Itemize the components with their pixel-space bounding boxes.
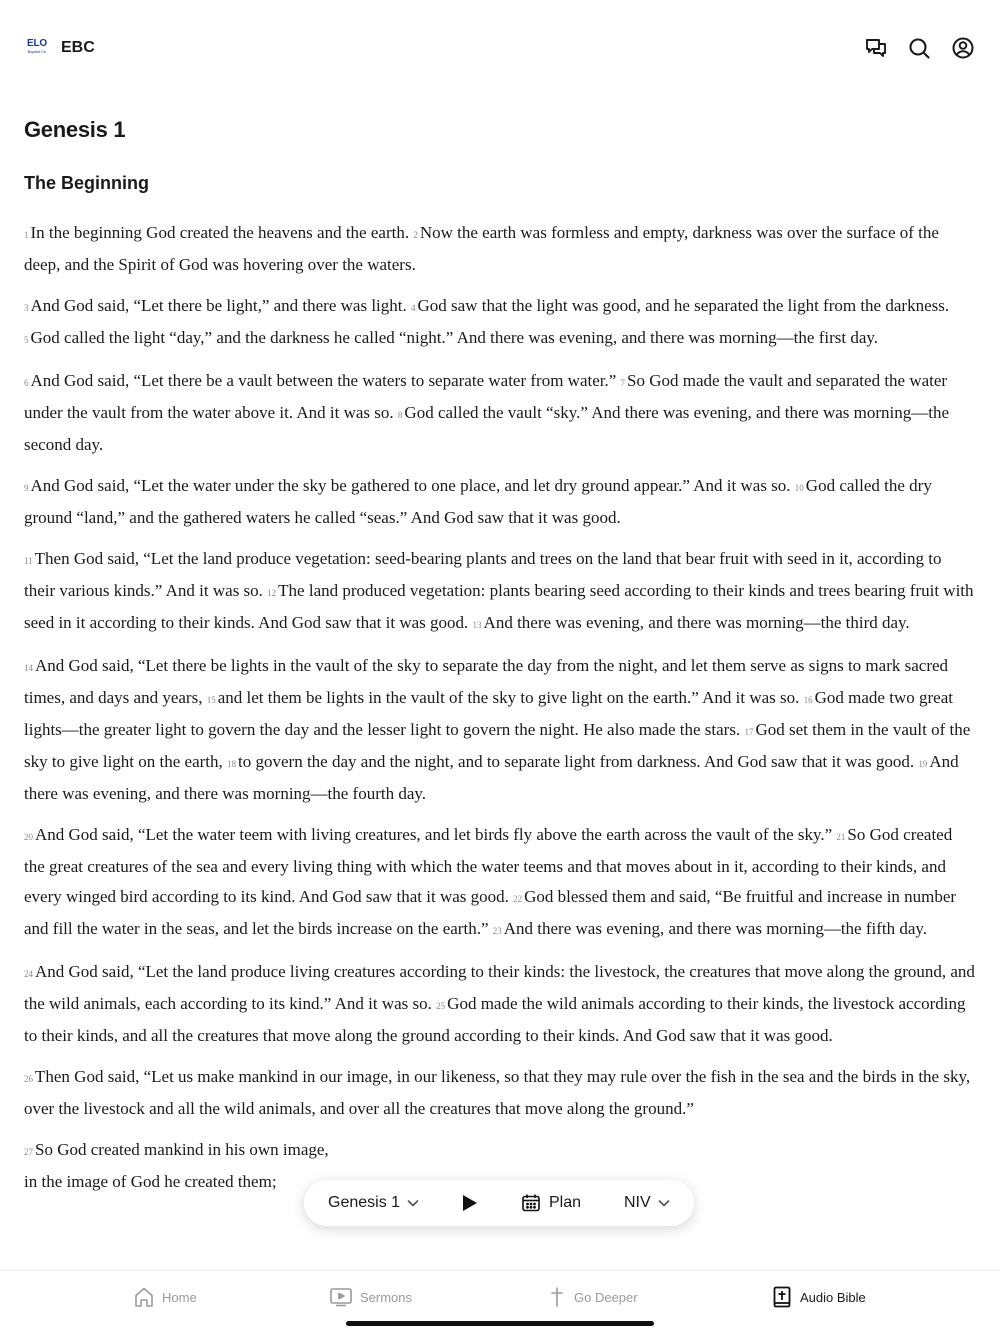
verse-number: 18 — [227, 759, 237, 769]
poetry-line — [24, 1135, 976, 1167]
verse-number: 22 — [513, 894, 523, 904]
reader-control-bar — [304, 1180, 694, 1226]
verse-text[interactable]: And God said, “Let the water under the sky be gathered to one place, and let dry ground appear.” And it was so. — [30, 476, 791, 495]
verse-number: 3 — [24, 303, 29, 313]
verse-number: 2 — [413, 230, 418, 240]
verse-text[interactable]: God set them in the vault of the sky to give light on the earth, — [24, 720, 971, 771]
verse-text[interactable]: And God said, “Let there be light,” and there was light. — [30, 296, 407, 315]
verse-number: 7 — [620, 378, 626, 388]
profile-icon[interactable] — [951, 36, 975, 60]
poetry-line[interactable]: in the image of God he created them; — [24, 1172, 277, 1191]
verse-number: 17 — [744, 727, 754, 737]
verse-text[interactable]: Then God said, “Let the land produce vegetation: seed-bearing plants and trees on the land that bear fruit with seed in it, according to their various kinds.” And it was so. — [24, 549, 942, 600]
play-button[interactable] — [462, 1180, 478, 1226]
verse-text[interactable]: to govern the day and the night, and to separate light from darkness. And God saw that it was good. — [238, 752, 915, 771]
verse-text[interactable]: So God created mankind in his own image, — [35, 1140, 329, 1159]
verse-text[interactable]: And there was evening, and there was morning—the fifth day. — [503, 919, 928, 938]
paragraph — [24, 1062, 976, 1124]
bible-reader[interactable] — [24, 110, 976, 1270]
verse-number: 20 — [24, 832, 33, 842]
search-icon[interactable] — [907, 36, 931, 60]
chapter-title: Genesis 1 — [24, 117, 126, 142]
tab-audio-bible[interactable] — [772, 1284, 866, 1310]
verse-text[interactable]: And God said, “Let there be lights in the vault of the sky to separate the day from the night, and let them serve as signs to mark sacred times, and days and years, — [24, 656, 949, 707]
paragraph — [24, 366, 976, 460]
verse-text[interactable]: And God said, “Let the land produce living creatures according to their kinds: the livestock, the creatures that move along the ground, and the wild animals, each according to its kind.” And it was so. — [24, 962, 975, 1013]
tab-label: Home — [162, 1289, 197, 1305]
verse-text[interactable]: God blessed them and said, “Be fruitful and increase in number and fill the water in the seas, and let the birds increase on the earth.” — [24, 887, 957, 938]
verse-number: 24 — [24, 969, 33, 979]
verse-number: 11 — [24, 556, 33, 566]
paragraph — [24, 651, 976, 809]
verse-text[interactable]: So God created the great creatures of the sea and every living thing with which the water teems and that moves about in it, according to their kinds, and every winged bird according to its kind. And God saw that it was good. — [24, 825, 953, 906]
verse-number: 8 — [397, 410, 403, 420]
tab-label: Audio Bible — [800, 1289, 866, 1305]
verse-number: 10 — [794, 483, 804, 493]
verse-number: 26 — [24, 1074, 33, 1084]
version-label: NIV — [624, 1194, 651, 1211]
verse-text[interactable]: God made the wild animals according to their kinds, the livestock according to their kinds, and all the creatures that move along the ground according to their kinds. And God saw that it was good. — [24, 994, 966, 1045]
verse-text[interactable]: God made two great lights—the greater light to govern the day and the lesser light to govern the night. He also made the stars. — [24, 688, 953, 739]
verse-number: 19 — [918, 759, 928, 769]
verse-number: 4 — [411, 303, 416, 313]
church-logo[interactable]: ELO Baptist Ch — [27, 38, 47, 54]
chapter-selector-label: Genesis 1 — [328, 1194, 401, 1211]
verse-number: 1 — [24, 230, 29, 240]
home-icon — [134, 1286, 154, 1308]
verse-text[interactable]: The land produced vegetation: plants bearing seed according to their kinds and trees bearing fruit with seed in it according to their kinds. And God saw that it was good. — [24, 581, 974, 632]
tab-sermons[interactable] — [330, 1284, 412, 1310]
paragraph — [24, 291, 976, 355]
paragraph — [24, 471, 976, 533]
verse-number: 14 — [24, 663, 33, 673]
verse-number: 15 — [206, 695, 216, 705]
tab-label: Go Deeper — [574, 1289, 638, 1305]
verse-number: 27 — [24, 1147, 33, 1157]
app-name: EBC — [61, 39, 95, 56]
video-screen-icon — [330, 1287, 352, 1307]
verse-text[interactable]: God called the vault “sky.” And there was evening, and there was morning—the second day. — [24, 403, 950, 454]
play-icon — [462, 1194, 478, 1212]
verse-number: 21 — [836, 832, 846, 842]
cross-icon — [548, 1286, 566, 1308]
bible-icon — [772, 1286, 792, 1308]
verse-text[interactable]: God called the light “day,” and the darkness he called “night.” And there was evening, and there was morning—the first day. — [30, 328, 879, 347]
paragraph — [24, 544, 976, 640]
app-header — [0, 0, 1000, 96]
verse-number: 12 — [267, 588, 277, 598]
verse-text[interactable]: And God said, “Let there be a vault between the waters to separate water from water.” — [30, 371, 617, 390]
verse-number: 13 — [472, 620, 482, 630]
passage-text — [24, 218, 976, 1197]
paragraph — [24, 957, 976, 1051]
tab-home[interactable] — [134, 1284, 197, 1310]
verse-text[interactable]: God called the dry ground “land,” and the gathered waters he called “seas.” And God saw that it was good. — [24, 476, 932, 527]
plan-button[interactable] — [521, 1180, 581, 1226]
verse-text[interactable]: And there was evening, and there was morning—the third day. — [483, 613, 910, 632]
verse-text[interactable]: Then God said, “Let us make mankind in our image, in our likeness, so that they may rule over the fish in the sea and the birds in the sky, over the livestock and all the wild animals, and over all the creatures that move along the ground.” — [24, 1067, 971, 1118]
tab-go-deeper[interactable] — [548, 1284, 638, 1310]
verse-text[interactable]: Now the earth was formless and empty, darkness was over the surface of the deep, and the Spirit of God was hovering over the waters. — [24, 223, 939, 274]
plan-label: Plan — [549, 1194, 582, 1211]
verse-text[interactable]: In the beginning God created the heavens and the earth. — [30, 223, 410, 242]
verse-text[interactable]: And God said, “Let the water teem with living creatures, and let birds fly above the earth across the vault of the sky.” — [35, 825, 833, 844]
chat-icon[interactable] — [864, 36, 888, 60]
calendar-icon — [521, 1193, 541, 1213]
paragraph — [24, 820, 976, 946]
chapter-selector[interactable] — [328, 1180, 420, 1226]
verse-number: 5 — [24, 335, 29, 345]
tab-label: Sermons — [360, 1289, 413, 1305]
verse-text[interactable]: And there was evening, and there was morning—the fourth day. — [24, 752, 959, 803]
home-indicator[interactable] — [346, 1321, 654, 1326]
verse-text[interactable]: So God made the vault and separated the water under the vault from the water above it. And it was so. — [24, 371, 948, 422]
verse-number: 23 — [492, 926, 502, 936]
verse-number: 9 — [24, 483, 29, 493]
chevron-down-icon — [657, 1196, 671, 1210]
paragraph — [24, 218, 976, 280]
verse-number: 16 — [803, 695, 813, 705]
version-selector[interactable] — [624, 1180, 671, 1226]
verse-text[interactable]: and let them be lights in the vault of the sky to give light on the earth.” And it was so. — [217, 688, 800, 707]
verse-number: 25 — [436, 1001, 446, 1011]
verse-number: 6 — [24, 378, 29, 388]
chevron-down-icon — [406, 1196, 420, 1210]
section-heading: The Beginning — [24, 173, 149, 193]
verse-text[interactable]: God saw that the light was good, and he separated the light from the darkness. — [417, 296, 950, 315]
